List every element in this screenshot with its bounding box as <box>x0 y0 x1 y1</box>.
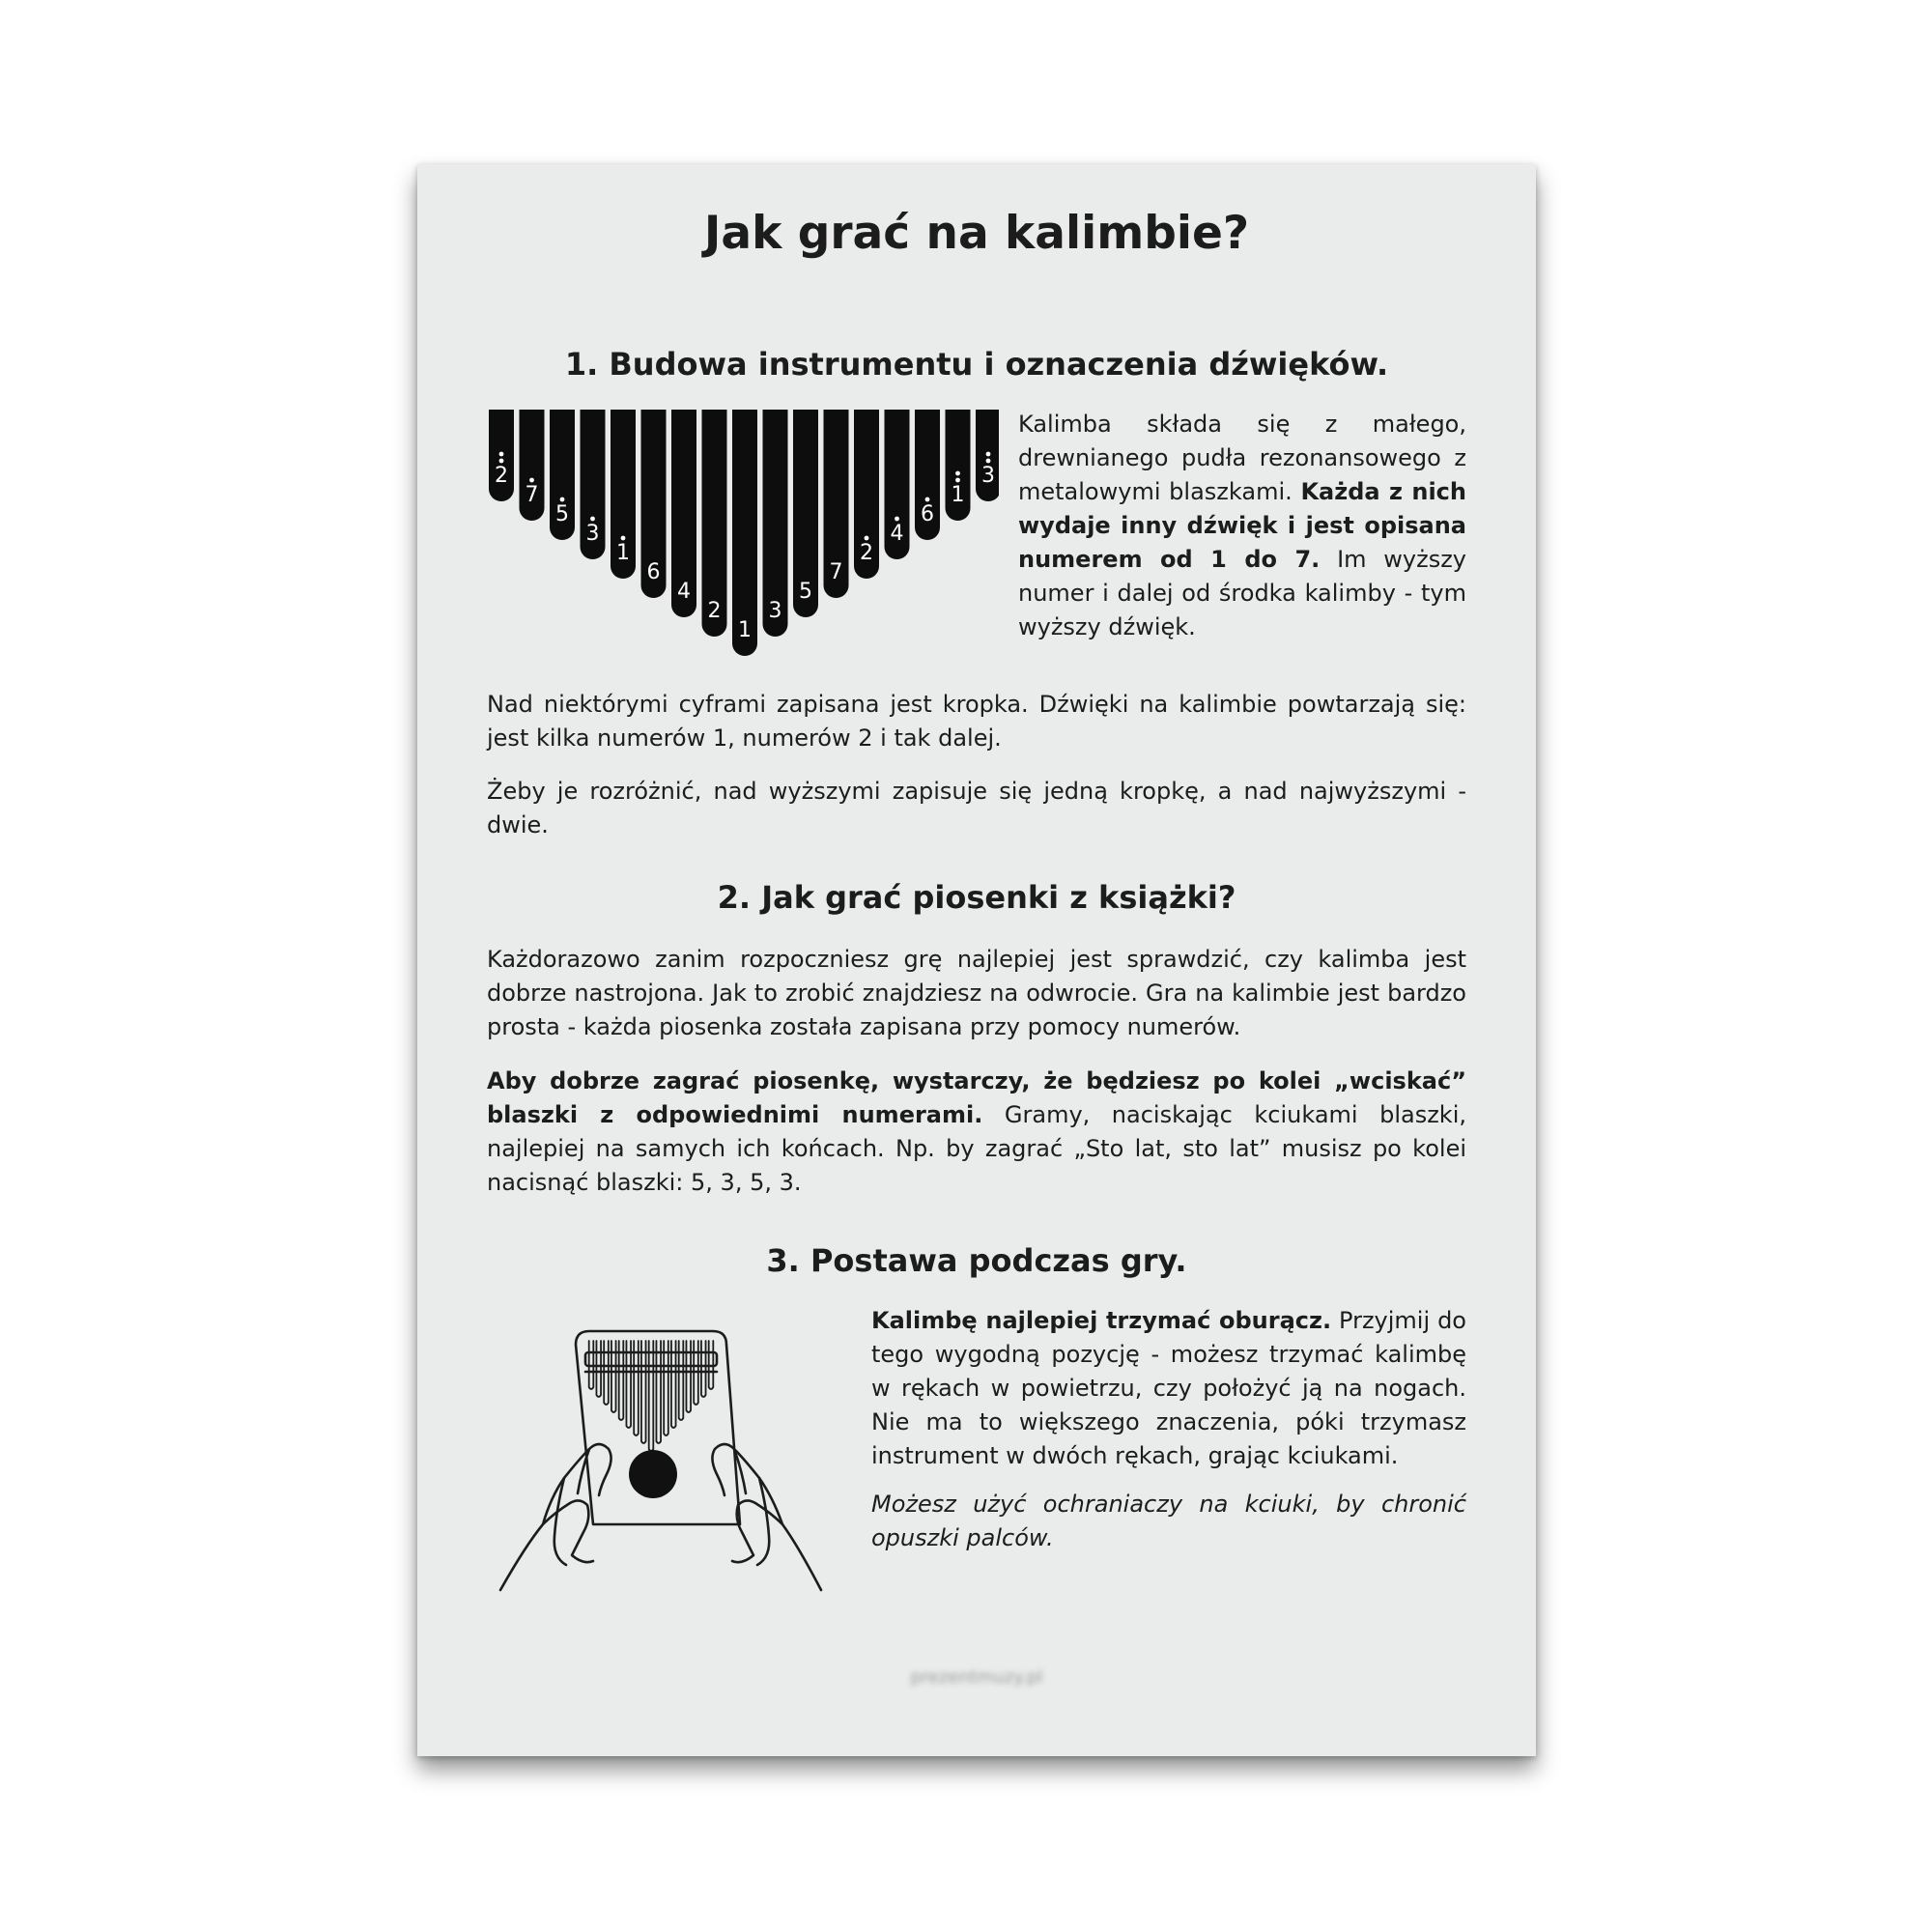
kalimba-tine <box>824 410 849 598</box>
section1-para3: Żeby je rozróżnić, nad wyższymi zapisuje się jedną kropkę, a nad najwyższymi - dwie. <box>487 778 1466 838</box>
tine-label: 1 <box>616 541 630 565</box>
tine-octave-dot <box>621 536 626 541</box>
tine-octave-dot <box>925 497 930 502</box>
section1-intro-text2: Im wyższy numer i dalej od środka kalimby - tym wyższy dźwięk. <box>1018 546 1466 640</box>
section3-para1-bold: Kalimbę najlepiej trzymać oburącz. <box>871 1307 1332 1334</box>
kalimba-tine-diagram <box>487 410 999 663</box>
tine-octave-dot <box>955 471 960 476</box>
tine-octave-dot <box>986 459 991 464</box>
tine-label: 7 <box>829 560 843 584</box>
section2-para2-bold: Aby dobrze zagrać piosenkę, wystarczy, że będziesz po kolei „wciskać” blaszki z odpowiednimi numerami. <box>487 1067 1466 1128</box>
instruction-sheet <box>417 164 1536 1756</box>
page-title: Jak grać na kalimbie? <box>703 207 1250 260</box>
tine-octave-dot <box>560 497 565 502</box>
kalimba-tine <box>793 410 818 617</box>
tine-octave-dot <box>590 517 595 522</box>
illustration-tine <box>656 1341 661 1443</box>
tine-label: 1 <box>738 618 752 642</box>
tine-label: 5 <box>799 580 812 604</box>
tine-label: 3 <box>981 464 995 488</box>
section3-para1 <box>871 1304 1466 1473</box>
tine-octave-dot <box>499 452 504 457</box>
section3-para2-italic: Możesz użyć ochraniaczy na kciuki, by chronić opuszki palców. <box>871 1491 1466 1551</box>
tine-label: 5 <box>555 502 569 526</box>
section3-para2 <box>871 1488 1466 1555</box>
kalimba-tine <box>885 410 910 559</box>
section3-para1-text: Przyjmij do tego wygodną pozycję - możesz trzymać kalimbę w rękach w powietrzu, czy położyć ją na nogach. Nie ma to większego znaczenia, póki trzymasz instrument w dwóch rękach, grając kciukami. <box>871 1307 1466 1469</box>
kalimba-tine <box>763 410 788 637</box>
kalimba-tine <box>581 410 606 559</box>
kalimba-tine <box>732 410 757 656</box>
section1-para2: Nad niektórymi cyframi zapisana jest kropka. Dźwięki na kalimbie powtarzają się: jest kilka numerów 1, numerów 2 i tak dalej. <box>487 691 1466 752</box>
kalimba-tine <box>489 410 514 501</box>
kalimba-tine <box>946 410 971 521</box>
tine-label: 2 <box>707 599 722 623</box>
illustration-tine <box>664 1341 668 1435</box>
tine-label: 6 <box>646 560 661 584</box>
kalimba-tine <box>611 410 636 579</box>
tine-octave-dot <box>529 478 534 483</box>
illustration-tine <box>641 1341 646 1443</box>
tine-label: 2 <box>495 464 508 488</box>
illustration-tine <box>701 1341 706 1397</box>
illustration-tine <box>634 1341 639 1435</box>
kalimba-tine <box>915 410 940 540</box>
kalimba-tine <box>550 410 575 540</box>
illustration-tine <box>626 1341 631 1428</box>
tine-octave-dot <box>955 478 960 483</box>
kalimba-tine <box>976 410 999 501</box>
illustration-tine <box>596 1341 601 1397</box>
section3-heading: 3. Postawa podczas gry. <box>766 1242 1187 1279</box>
tine-octave-dot <box>865 536 869 541</box>
tine-label: 2 <box>860 541 873 565</box>
section1-intro-bold: Każda z nich wydaje inny dźwięk i jest opisana numerem od 1 do 7. <box>1018 478 1466 573</box>
kalimba-tine <box>702 410 727 637</box>
illustration-tine <box>671 1341 676 1428</box>
footer-url: prezentmuzy.pl <box>910 1667 1043 1688</box>
tine-octave-dot <box>499 459 504 464</box>
tine-label: 3 <box>768 599 782 623</box>
section2-para2 <box>487 1065 1466 1200</box>
section1-intro <box>1018 408 1466 644</box>
section1-heading: 1. Budowa instrumentu i oznaczenia dźwięków. <box>564 346 1389 383</box>
kalimba-tine <box>671 410 696 617</box>
tine-label: 6 <box>921 502 934 526</box>
section1-intro-text1: Kalimba składa się z małego, drewnianego pudła rezonansowego z metalowymi blaszkami. <box>1018 411 1466 505</box>
tine-octave-dot <box>895 517 899 522</box>
tine-octave-dot <box>986 452 991 457</box>
illustration-tine <box>649 1341 654 1451</box>
tine-label: 4 <box>677 580 691 604</box>
section2-para2-text: Gramy, naciskając kciukami blaszki, najlepiej na samych ich końcach. Np. by zagrać „Sto lat, sto lat” musisz po kolei nacisnąć blaszki: 5, 3, 5, 3. <box>487 1101 1467 1196</box>
kalimba-tine <box>520 410 545 521</box>
kalimba-tine <box>854 410 879 579</box>
tine-label: 4 <box>890 522 904 546</box>
tine-label: 1 <box>951 483 965 507</box>
kalimba-hands-illustration <box>487 1304 835 1604</box>
kalimba-tine <box>641 410 667 598</box>
section2-heading: 2. Jak grać piosenki z książki? <box>717 879 1236 916</box>
tine-label: 3 <box>585 522 600 546</box>
tine-label: 7 <box>525 483 539 507</box>
section2-para1: Każdorazowo zanim rozpoczniesz grę najlepiej jest sprawdzić, czy kalimba jest dobrze nastrojona. Jak to zrobić znajdziesz na odwrocie. Gra na kalimbie jest bardzo prosta - każda piosenka została zapisana przy pomocy numerów. <box>487 946 1466 1040</box>
